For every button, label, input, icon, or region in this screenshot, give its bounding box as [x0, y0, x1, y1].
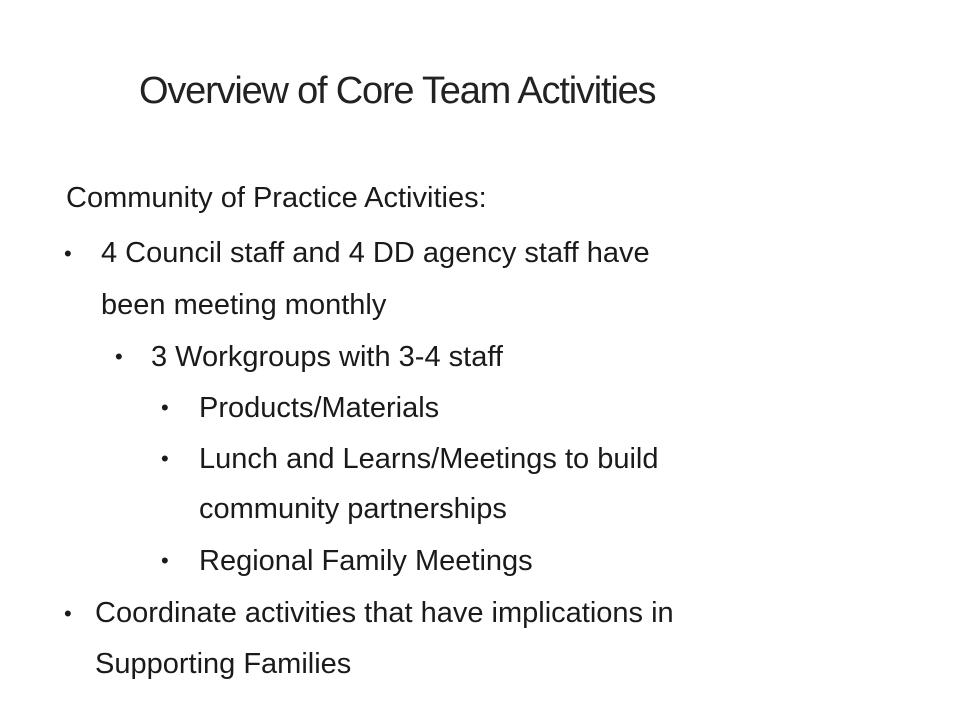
bullet-marker: •	[64, 601, 72, 626]
bullet-text-line: community partnerships	[199, 493, 507, 525]
bullet-text-line: 3 Workgroups with 3-4 staff	[151, 341, 503, 373]
bullet-text-line: Supporting Families	[95, 648, 352, 680]
bullet-text-line: Regional Family Meetings	[199, 545, 533, 577]
bullet-marker: •	[161, 446, 169, 471]
bullet-text-line: Coordinate activities that have implications in	[95, 597, 674, 629]
bullet-text-line: been meeting monthly	[101, 289, 387, 321]
bullet-text-line: 4 Council staff and 4 DD agency staff have	[101, 237, 650, 269]
bullet-text-line: Products/Materials	[199, 392, 440, 424]
bullet-marker: •	[161, 395, 169, 420]
section-heading: Community of Practice Activities:	[66, 182, 487, 214]
bullet-marker: •	[64, 241, 72, 266]
bullet-text-line: Lunch and Learns/Meetings to build	[199, 443, 659, 475]
slide-title: Overview of Core Team Activities	[139, 70, 656, 112]
bullet-marker: •	[161, 548, 169, 573]
bullet-marker: •	[115, 344, 123, 369]
